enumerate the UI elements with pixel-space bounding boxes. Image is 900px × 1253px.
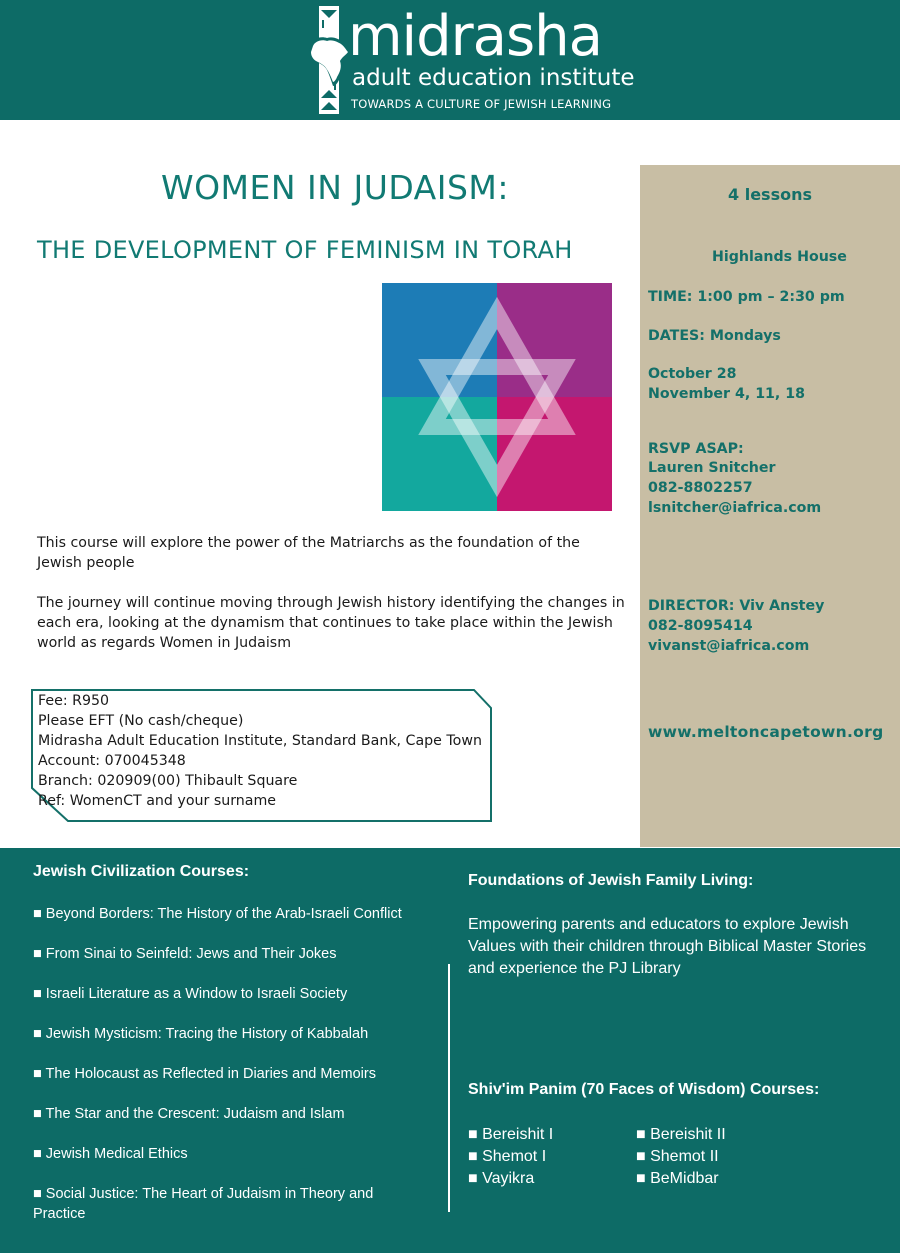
date-line: October 28 xyxy=(648,366,737,382)
logo-name: midrasha xyxy=(348,4,602,69)
shivim-course-item: ■ Bereishit II xyxy=(636,1126,726,1143)
family-living-heading: Foundations of Jewish Family Living: xyxy=(468,872,754,889)
shivim-panim-heading: Shiv'im Panim (70 Faces of Wisdom) Courses: xyxy=(468,1081,820,1098)
course-list-item: ■ From Sinai to Seinfeld: Jews and Their Jokes xyxy=(33,946,337,962)
course-list-item: ■ Beyond Borders: The History of the Arab-Israeli Conflict xyxy=(33,906,402,922)
venue: Highlands House xyxy=(712,249,847,265)
shivim-course-item: ■ Bereishit I xyxy=(468,1126,554,1143)
rsvp-name: Lauren Snitcher xyxy=(648,460,776,476)
family-living-description: Empowering parents and educators to explore Jewish Values with their children through Biblical Master Stories and experience the PJ Library xyxy=(468,916,867,977)
fee-branch: Branch: 020909(00) Thibault Square xyxy=(38,773,298,789)
star-of-david-image xyxy=(382,283,612,511)
africa-logo-icon xyxy=(305,6,353,114)
course-list-item: ■ Social Justice: The Heart of Judaism in Theory and Practice xyxy=(33,1186,374,1222)
shivim-course-item: ■ Shemot II xyxy=(636,1148,719,1165)
page-subtitle: THE DEVELOPMENT OF FEMINISM IN TORAH xyxy=(37,236,573,264)
dates-label: DATES: Mondays xyxy=(648,328,781,344)
shivim-course-item: ■ Vayikra xyxy=(468,1170,535,1187)
civilization-courses-heading: Jewish Civilization Courses: xyxy=(33,863,250,880)
description-paragraph: The journey will continue moving through Jewish history identifying the changes in each era, looking at the dynamism that continues to take place within the Jewish world as regards Women in Judaism xyxy=(37,595,625,651)
rsvp-phone: 082-8802257 xyxy=(648,480,753,496)
course-list-item: ■ Jewish Medical Ethics xyxy=(33,1146,188,1162)
director-phone: 082-8095414 xyxy=(648,618,753,634)
shivim-course-item: ■ Shemot I xyxy=(468,1148,547,1165)
fee-amount: Fee: R950 xyxy=(38,693,110,709)
shivim-course-item: ■ BeMidbar xyxy=(636,1170,719,1187)
column-divider xyxy=(448,964,450,1212)
logo-subtitle: adult education institute xyxy=(352,65,635,91)
course-list-item: ■ Jewish Mysticism: Tracing the History of Kabbalah xyxy=(33,1026,369,1042)
course-time: TIME: 1:00 pm – 2:30 pm xyxy=(648,289,845,305)
description-paragraph: This course will explore the power of the Matriarchs as the foundation of the Jewish people xyxy=(37,535,580,571)
rsvp-email-link[interactable]: lsnitcher@iafrica.com xyxy=(648,500,822,516)
rsvp-label: RSVP ASAP: xyxy=(648,441,744,457)
fee-lines xyxy=(38,691,498,811)
course-list-item: ■ Israeli Literature as a Window to Israeli Society xyxy=(33,986,348,1002)
director-email-link[interactable]: vivanst@iafrica.com xyxy=(648,638,810,654)
fee-payment-method: Please EFT (No cash/cheque) xyxy=(38,713,244,729)
course-details-sidebar xyxy=(640,165,900,847)
header-banner xyxy=(0,0,900,120)
fee-bank: Midrasha Adult Education Institute, Standard Bank, Cape Town xyxy=(38,733,482,749)
director-name: DIRECTOR: Viv Anstey xyxy=(648,598,825,614)
course-list-item: ■ The Holocaust as Reflected in Diaries and Memoirs xyxy=(33,1066,376,1082)
course-list-item: ■ The Star and the Crescent: Judaism and Islam xyxy=(33,1106,345,1122)
date-line: November 4, 11, 18 xyxy=(648,386,806,402)
website-link[interactable]: www.meltoncapetown.org xyxy=(648,723,884,741)
fee-account: Account: 070045348 xyxy=(38,753,186,769)
page-title: WOMEN IN JUDAISM: xyxy=(160,168,510,207)
fee-info-box xyxy=(28,688,494,823)
logo-tagline: TOWARDS A CULTURE OF JEWISH LEARNING xyxy=(351,97,612,111)
lesson-count: 4 lessons xyxy=(728,185,812,204)
footer-courses xyxy=(0,848,900,1253)
fee-reference: Ref: WomenCT and your surname xyxy=(38,793,277,809)
